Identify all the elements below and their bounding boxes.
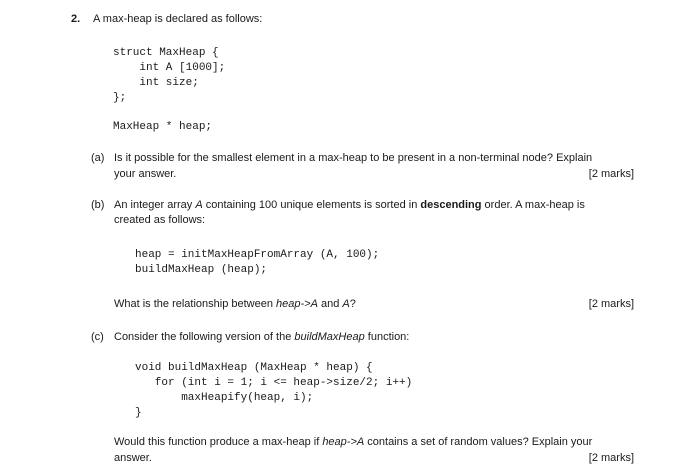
part-c-label: (c) — [91, 331, 104, 343]
part-a-marks: [2 marks] — [588, 168, 634, 180]
struct-code-block: struct MaxHeap { int A [1000]; int size; }; — [113, 47, 226, 104]
part-c-line2: answer. — [114, 452, 152, 464]
question-intro: A max-heap is declared as follows: — [93, 13, 263, 25]
part-c-marks: [2 marks] — [588, 452, 634, 464]
part-c-question-post: contains a set of random values? Explain your — [364, 436, 593, 448]
part-b-question-a: A — [342, 298, 350, 310]
part-b-label: (b) — [91, 199, 105, 211]
part-c-code-block: void buildMaxHeap (MaxHeap * heap) { for (int i = 1; i <= heap->size/2; i++) maxHeapify(heap, i); } — [135, 362, 413, 419]
part-b-line1-mid: containing 100 unique elements is sorted in — [202, 199, 421, 211]
part-c-line1-pre: Consider the following version of the — [114, 331, 295, 343]
part-b-question-heap-a: heap->A — [276, 298, 318, 310]
part-c-question-heap-a: heap->A — [322, 436, 365, 448]
part-b-descending: descending — [420, 199, 482, 211]
part-b-line1-pre: An integer array — [114, 199, 196, 211]
question-number: 2. — [71, 13, 81, 25]
part-b-question-post: ? — [349, 298, 356, 310]
part-b-question-mid: and — [317, 298, 343, 310]
part-b-question — [114, 297, 356, 312]
part-b-marks: [2 marks] — [588, 298, 634, 310]
part-a-line1: Is it possible for the smallest element in a max-heap to be present in a non-terminal node? Explain — [114, 152, 593, 164]
part-a-label: (a) — [91, 152, 105, 164]
part-b-line1 — [114, 198, 585, 213]
part-a-line2: your answer. — [114, 168, 177, 180]
part-c-question-pre: Would this function produce a max-heap if — [114, 436, 323, 448]
declaration-code: MaxHeap * heap; — [113, 121, 213, 133]
part-b-array-name: A — [195, 199, 203, 211]
part-b-line2: created as follows: — [114, 214, 206, 226]
part-c-function-name: buildMaxHeap — [294, 331, 365, 343]
part-b-code-block: heap = initMaxHeapFromArray (A, 100); buildMaxHeap (heap); — [135, 249, 380, 276]
part-b-question-pre: What is the relationship between — [114, 298, 277, 310]
part-c-line1-post: function: — [364, 331, 410, 343]
part-c-question — [114, 435, 592, 450]
part-c-line1 — [114, 330, 409, 345]
part-b-line1-post: order. A max-heap is — [481, 199, 585, 211]
